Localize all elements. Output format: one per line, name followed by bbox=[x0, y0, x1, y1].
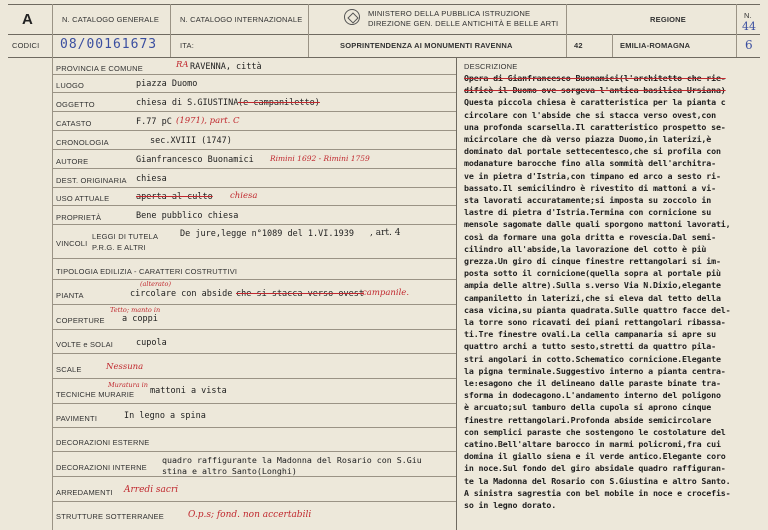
pavimenti-label: PAVIMENTI bbox=[56, 414, 98, 423]
scale-label: SCALE bbox=[56, 365, 82, 374]
autore-red-note: Rimini 1692 - Rimini 1759 bbox=[270, 154, 370, 163]
ministry-line-2: DIREZIONE GEN. DELLE ANTICHITÀ E BELLE ARTI bbox=[368, 19, 559, 28]
description-line: sforma in dodecagono.L'andamento interno del poligono bbox=[464, 390, 721, 401]
row-rule bbox=[52, 92, 456, 93]
catalog-international-label: N. CATALOGO INTERNAZIONALE bbox=[180, 15, 303, 24]
uso-label: USO ATTUALE bbox=[56, 194, 110, 203]
state-seal bbox=[344, 9, 360, 25]
row-rule bbox=[52, 476, 456, 477]
vincoli-label: VINCOLI bbox=[56, 239, 88, 248]
description-label: DESCRIZIONE bbox=[464, 62, 518, 71]
description-line: catino.Bell'altare barocco in marmi policromi,fra cui bbox=[464, 439, 721, 449]
tecniche-value: mattoni a vista bbox=[150, 386, 227, 396]
description-line: la torre sono ricavati dei piani rettangolari ribassa- bbox=[464, 317, 726, 327]
row-rule bbox=[52, 304, 456, 305]
luogo-value: piazza Duomo bbox=[136, 79, 198, 89]
coperture-label: COPERTURE bbox=[56, 316, 105, 325]
description-line: con semplici paraste che sostengono le costolature del bbox=[464, 426, 726, 437]
row-rule bbox=[52, 111, 456, 112]
proprieta-value: Bene pubblico chiesa bbox=[136, 211, 239, 221]
scale-red-note: Nessuna bbox=[106, 362, 144, 372]
description-line: Questa piccola chiesa è caratteristica per la pianta c bbox=[464, 97, 726, 108]
row-rule bbox=[52, 258, 456, 259]
row-rule bbox=[52, 378, 456, 379]
pavimenti-value: In legno a spina bbox=[124, 411, 206, 421]
header-sep bbox=[308, 4, 309, 57]
row-rule bbox=[52, 130, 456, 131]
coperture-red-note: Tetto; manto in bbox=[110, 306, 161, 314]
code-letter: A bbox=[22, 11, 33, 28]
pianta-value: circolare con abside bbox=[130, 289, 233, 299]
description-line: finestre rettangolari.Profonda abside semicircolare bbox=[464, 414, 712, 425]
pianta-label: PIANTA bbox=[56, 291, 84, 300]
pianta-struck: che si stacca verso ovest bbox=[236, 289, 364, 299]
description-line: grezza.Un giro di cinque finestre rettangolari si im- bbox=[464, 256, 721, 266]
autore-value: Gianfrancesco Buonamici bbox=[136, 155, 254, 165]
vincoli-sub-2: P.R.G. E ALTRI bbox=[92, 243, 146, 252]
description-line: quattro archi a tutto sesto,stretti da quattro pila- bbox=[464, 341, 716, 352]
description-line: circolare con l'abside che si stacca verso ovest,con bbox=[464, 109, 716, 120]
cronologia-value: sec.XVIII (1747) bbox=[150, 136, 232, 146]
description-line: così da formare una gola dritta e rovescia.Dal semi- bbox=[464, 231, 716, 242]
superintendency: SOPRINTENDENZA AI MONUMENTI RAVENNA bbox=[340, 41, 513, 50]
oggetto-value: chiesa di S.GIUSTINA bbox=[136, 98, 239, 108]
provincia-red-note: RA bbox=[176, 60, 189, 70]
description-line: te la Madonna del Rosario con S.Giustina e altro Santo. bbox=[464, 475, 731, 486]
tecniche-red-note: Muratura in bbox=[108, 381, 148, 389]
description-line: lastre di pietra d'Istria.Termina con cornicione su bbox=[464, 207, 712, 218]
ita-label: ITA: bbox=[180, 41, 194, 50]
oggetto-label: OGGETTO bbox=[56, 100, 95, 109]
description-line: le:esagono che il delineano dalle paraste binate tra- bbox=[464, 378, 721, 388]
row-rule bbox=[52, 205, 456, 206]
strutture-red-note: O.p.s; fond. non accertabili bbox=[188, 510, 312, 520]
vincoli-note: , art. 4 bbox=[370, 228, 401, 238]
description-line: so in legno dorato. bbox=[464, 500, 557, 510]
decorazioni-interne-line-1: quadro raffigurante la Madonna del Rosario con S.Giu bbox=[162, 455, 422, 465]
vincoli-sub-1: LEGGI DI TUTELA bbox=[92, 232, 159, 241]
description-line: posta sotto il cornicione(quella sopra al portale più bbox=[464, 268, 721, 279]
header-divider bbox=[8, 34, 760, 35]
header-sep bbox=[52, 4, 53, 57]
row-rule bbox=[52, 501, 456, 502]
description-line: domina il giallo siena e il verde antico.Elegante coro bbox=[464, 451, 726, 462]
description-line: dominato dal portale settecentesco,che si profila con bbox=[464, 146, 721, 157]
tecniche-label: TECNICHE MURARIE bbox=[56, 390, 135, 399]
description-line: una profonda scarsella.Il caratteristico prospetto se- bbox=[464, 121, 726, 132]
row-rule bbox=[52, 353, 456, 354]
volte-label: VOLTE e SOLAI bbox=[56, 340, 114, 349]
row-rule bbox=[52, 168, 456, 169]
row-rule bbox=[52, 329, 456, 330]
catasto-red-note: (1971), part. C bbox=[176, 116, 240, 126]
description-line: A sinistra sagrestia con bel mobile in noce e crocefis- bbox=[464, 487, 731, 498]
region-number: 6 bbox=[745, 38, 753, 52]
pianta-red-top: (alterato) bbox=[140, 280, 171, 288]
column-divider bbox=[456, 57, 457, 530]
description-line: cilindro all'abside,la lavorazione del cotto è più bbox=[464, 243, 707, 254]
description-line: sta lavorati accuratamente;si imposta su zoccolo in bbox=[464, 195, 712, 205]
description-line: mensole sagomate dalle quali sporgono mattoni lavorati, bbox=[464, 219, 731, 230]
left-margin-rule bbox=[52, 57, 53, 530]
uso-struck: aperta al culto bbox=[136, 192, 213, 202]
decorazioni-interne-line-2: stina e altro Santo(Longhi) bbox=[162, 466, 297, 476]
row-rule bbox=[52, 403, 456, 404]
description-line: ampia delle altre).Sulla s.verso Via N.Dixio,elegante bbox=[464, 280, 721, 291]
description-line: modanature barocche fino alla sommità dell'architra- bbox=[464, 158, 716, 169]
description-line: in noce.Sul fondo del giro absidale quadro raffiguran- bbox=[464, 463, 726, 474]
tipologia-label: TIPOLOGIA EDILIZIA - CARATTERI COSTRUTTIVI bbox=[56, 267, 238, 276]
oggetto-struck: (e campaniletto) bbox=[238, 98, 320, 108]
top-border bbox=[8, 4, 760, 5]
decorazioni-interne-label: DECORAZIONI INTERNE bbox=[56, 463, 147, 472]
row-rule bbox=[52, 224, 456, 225]
vincoli-value: De jure,legge n°1089 del 1.VI.1939 bbox=[180, 229, 354, 239]
codes-divider bbox=[8, 57, 760, 58]
region-code: 42 bbox=[574, 41, 583, 50]
dest-label: DEST. ORIGINARIA bbox=[56, 176, 127, 185]
autore-label: AUTORE bbox=[56, 157, 89, 166]
ministry-line-1: MINISTERO DELLA PUBBLICA ISTRUZIONE bbox=[368, 9, 531, 18]
catalog-general-value: 08/00161673 bbox=[60, 37, 158, 52]
provincia-value: RAVENNA, città bbox=[190, 62, 262, 72]
row-rule bbox=[52, 427, 456, 428]
description-line: ve in pietra d'Istria,con timpano ed arco a sesto ri- bbox=[464, 170, 721, 181]
uso-red-note: chiesa bbox=[230, 191, 258, 201]
volte-value: cupola bbox=[136, 338, 167, 348]
description-line: ti.Tre finestre ovali.La cella campanaria si apre su bbox=[464, 329, 716, 340]
description-line: la pigna terminale.Suggestivo interno a pianta centra- bbox=[464, 365, 726, 376]
header-sep bbox=[612, 34, 613, 57]
arredamenti-red-note: Arredi sacri bbox=[124, 485, 179, 495]
pianta-red-note: campanile. bbox=[362, 288, 410, 298]
header-sep bbox=[170, 4, 171, 57]
number-value: 44 bbox=[742, 20, 756, 33]
description-line: dificò il Duomo ove sorgeva l'antica basilica Ursiana) bbox=[464, 85, 726, 96]
description-line: bassato.Il semicilindro è rivestito di mattoni a vi- bbox=[464, 182, 716, 193]
description-line: micircolare che dà verso piazza Duomo,in laterizi,è bbox=[464, 134, 712, 144]
strutture-label: STRUTTURE SOTTERRANEE bbox=[56, 512, 164, 521]
header-sep bbox=[566, 4, 567, 57]
cronologia-label: CRONOLOGIA bbox=[56, 138, 109, 147]
region-label: REGIONE bbox=[650, 15, 686, 24]
row-rule bbox=[52, 74, 456, 75]
decorazioni-esterne-label: DECORAZIONI ESTERNE bbox=[56, 438, 150, 447]
codes-label: CODICI bbox=[12, 41, 40, 50]
catalog-general-label: N. CATALOGO GENERALE bbox=[62, 15, 160, 24]
catasto-label: CATASTO bbox=[56, 119, 92, 128]
proprieta-label: PROPRIETÀ bbox=[56, 213, 102, 222]
luogo-label: LUOGO bbox=[56, 81, 85, 90]
description-line: casa vicina,su pianta quadrata.Sulle quattro facce del- bbox=[464, 304, 731, 315]
coperture-value: a coppi bbox=[122, 314, 158, 324]
arredamenti-label: ARREDAMENTI bbox=[56, 488, 113, 497]
row-rule bbox=[52, 279, 456, 280]
description-line: è arcuato;sul tamburo della cupola si aprono cinque bbox=[464, 402, 712, 413]
description-line: stri angolari in cotto.Schematico cornicione.Elegante bbox=[464, 353, 721, 364]
header-sep bbox=[736, 4, 737, 57]
row-rule bbox=[52, 149, 456, 150]
row-rule bbox=[52, 451, 456, 452]
description-line: Opera di Gianfrancesco Buonamici(l'architetto che rie- bbox=[464, 73, 726, 83]
number-label: N. bbox=[744, 11, 752, 20]
provincia-label: PROVINCIA E COMUNE bbox=[56, 64, 143, 73]
catasto-value: F.77 pC bbox=[136, 117, 172, 127]
region-value: EMILIA-ROMAGNA bbox=[620, 41, 691, 50]
description-line: campaniletto in laterizi,che si eleva dal tetto della bbox=[464, 292, 721, 303]
row-rule bbox=[52, 187, 456, 188]
dest-value: chiesa bbox=[136, 174, 167, 184]
